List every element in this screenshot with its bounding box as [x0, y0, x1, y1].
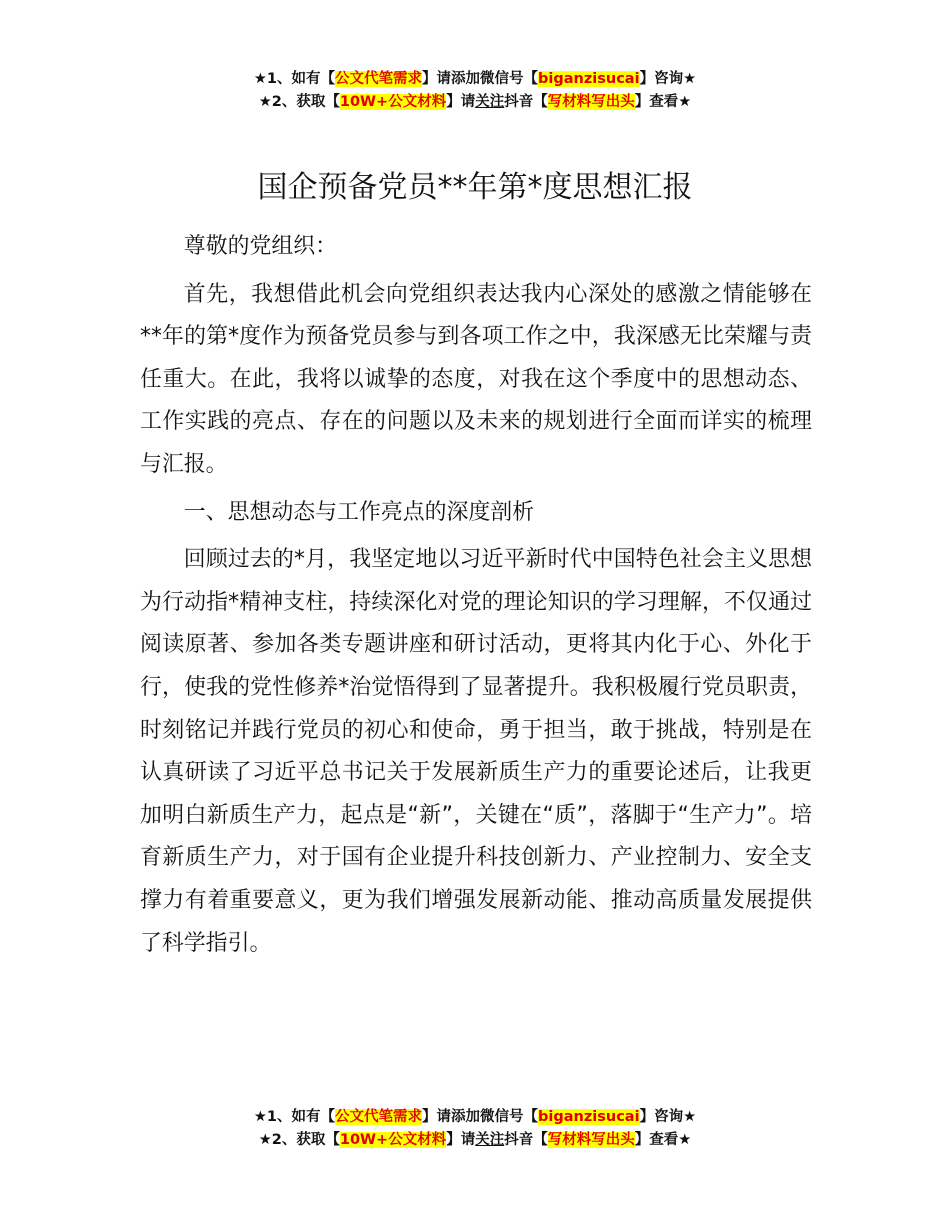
banner-emphasis: 关注 — [475, 94, 505, 110]
banner-text: 微信号【 — [480, 1109, 539, 1125]
highlight-materials: 10W+公文材料 — [339, 1132, 447, 1148]
highlight-wechat-id: biganzisucai — [538, 1109, 640, 1125]
document-title: 国企预备党员**年第*度思想汇报 — [257, 170, 693, 205]
banner-text: 抖音【 — [504, 1132, 548, 1148]
document-body — [140, 226, 812, 970]
header-banner — [0, 68, 950, 114]
banner-text: 】请 — [446, 94, 476, 110]
highlight-douyin-account: 写材料写出头 — [547, 1132, 635, 1148]
paragraph: 回顾过去的*月，我坚定地以习近平新时代中国特色社会主义思想为行动指*精神支柱，持续深化对党的理论知识的学习理解，不仅通过阅读原著、参加各类专题讲座和研讨活动，更将其内化于心、外化于行，使我的党性修养*治觉悟得到了显著提升。我积极履行党员职责，时刻铭记并践行党员的初心和使命，勇于担当，敢于挑战，特别是在认真研读了习近平总书记关于发展新质生产力的重要论述后，让我更加明白新质生产力，起点是“新”，关键在“质”，落脚于“生产力”。培育新质生产力，对于国有企业提升科技创新力、产业控制力、安全支撑力有着重要意义，更为我们增强发展新动能、推动高质量发展提供了科学指引。 — [140, 547, 812, 956]
highlight-service: 公文代笔需求 — [335, 1109, 423, 1125]
highlight-wechat-id: biganzisucai — [538, 71, 640, 87]
paragraph: 首先，我想借此机会向党组织表达我内心深处的感激之情能够在**年的第*度作为预备党员参与到各项工作之中，我深感无比荣耀与责任重大。在此，我将以诚挚的态度，对我在这个季度中的思想动态、工作实践的亮点、存在的问题以及未来的规划进行全面而详实的梳理与汇报。 — [140, 281, 812, 477]
banner-text: 】请 — [446, 1132, 476, 1148]
banner-text: 】查看★ — [634, 1132, 692, 1148]
banner-text: 】咨询★ — [639, 71, 697, 87]
banner-text: ★2、获取【 — [258, 94, 340, 110]
banner-emphasis: 添加 — [451, 71, 481, 87]
banner-text: 】请 — [422, 71, 452, 87]
banner-line-1 — [0, 1106, 950, 1129]
highlight-materials: 10W+公文材料 — [339, 94, 447, 110]
banner-text: 抖音【 — [504, 94, 548, 110]
highlight-douyin-account: 写材料写出头 — [547, 94, 635, 110]
banner-emphasis: 添加 — [451, 1109, 481, 1125]
banner-emphasis: 关注 — [475, 1132, 505, 1148]
banner-text: 】咨询★ — [639, 1109, 697, 1125]
banner-text: 】查看★ — [634, 94, 692, 110]
banner-text: 】请 — [422, 1109, 452, 1125]
banner-text: ★2、获取【 — [258, 1132, 340, 1148]
banner-line-2 — [0, 1129, 950, 1152]
banner-text: 微信号【 — [480, 71, 539, 87]
banner-line-2 — [0, 91, 950, 114]
highlight-service: 公文代笔需求 — [335, 71, 423, 87]
banner-text: ★1、如有【 — [253, 71, 336, 87]
footer-banner — [0, 1106, 950, 1152]
section-heading: 一、思想动态与工作亮点的深度剖析 — [183, 499, 535, 525]
salutation: 尊敬的党组织： — [183, 234, 338, 259]
banner-text: ★1、如有【 — [253, 1109, 336, 1125]
banner-line-1 — [0, 68, 950, 91]
